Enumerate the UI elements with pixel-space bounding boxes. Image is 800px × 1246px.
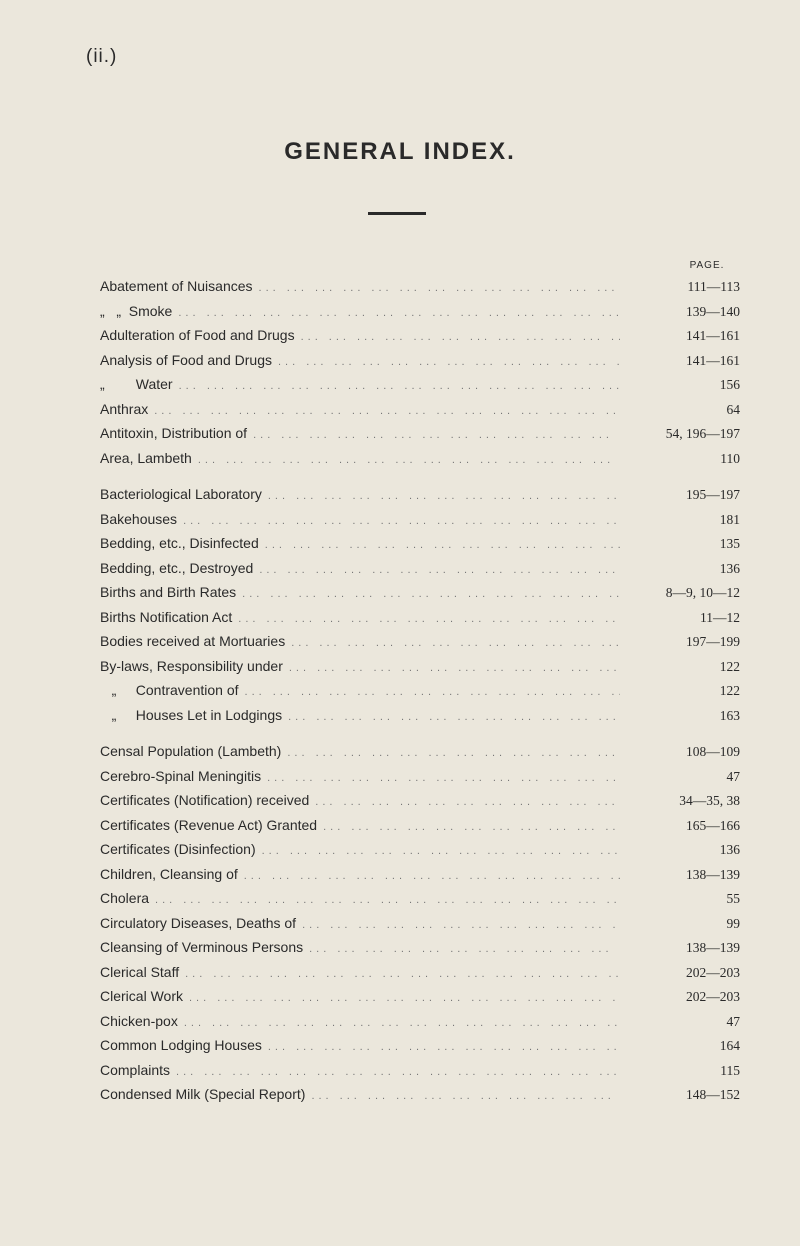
entry-page-ref: 138—139 [686, 940, 740, 955]
dot-leader [295, 325, 620, 350]
entry-page-ref: 163 [719, 707, 740, 723]
entry-label: Anthrax [100, 400, 149, 417]
dot-leader [172, 301, 620, 326]
entry-page-ref: 181 [719, 511, 740, 527]
index-entry [100, 482, 740, 507]
index-entry [100, 1009, 740, 1034]
entry-label: Condensed Milk (Special Report) [100, 1086, 306, 1102]
entry-label: Area, Lambeth [100, 449, 192, 466]
dot-leader [259, 533, 620, 558]
entry-page-ref: 8—9, 10—12 [665, 585, 740, 600]
entry-page-ref: 55 [726, 891, 740, 906]
entry-label: Bedding, etc., Disinfected [100, 535, 259, 551]
index-entry [100, 372, 740, 397]
dot-leader [296, 913, 620, 938]
index-entries [100, 274, 740, 1119]
entry-label: By-laws, Responsibility under [100, 657, 283, 674]
entry-page-ref: 136 [719, 842, 740, 857]
entry-page-ref: 110 [720, 450, 740, 466]
index-entry [100, 531, 740, 556]
entry-page-ref: 202—203 [686, 964, 740, 980]
index-entry [100, 299, 740, 324]
entry-page-ref: 141—161 [686, 328, 740, 343]
page-title: GENERAL INDEX. [284, 138, 516, 165]
entry-label: „ Contravention of [100, 682, 239, 698]
entry-page-ref: 115 [720, 1062, 740, 1078]
index-entry [100, 446, 740, 471]
entry-label: Bedding, etc., Destroyed [100, 559, 254, 576]
entry-page-ref: 138—139 [686, 866, 740, 882]
entry-page-ref: 148—152 [686, 1087, 740, 1102]
entry-page-ref: 141—161 [686, 352, 740, 368]
dot-leader [238, 864, 620, 889]
index-entry [100, 886, 740, 911]
entry-page-ref: 34—35, 38 [679, 793, 740, 808]
entry-label: Bacteriological Laboratory [100, 486, 262, 502]
entry-label: Bakehouses [100, 510, 178, 527]
entry-page-ref: 47 [726, 768, 740, 784]
dot-leader [282, 705, 620, 730]
dot-leader [317, 815, 620, 840]
index-entry [100, 935, 740, 960]
entry-label: Cerebro-Spinal Meningitis [100, 767, 262, 784]
dot-leader [272, 350, 620, 375]
entry-page-ref: 122 [719, 683, 740, 698]
index-entry [100, 813, 740, 838]
entry-page-ref: 165—166 [686, 817, 740, 833]
entry-label: Certificates (Disinfection) [100, 841, 256, 857]
dot-leader [192, 448, 620, 473]
index-entry [100, 421, 740, 446]
entry-label: „ „ Smoke [100, 302, 173, 319]
index-entry [100, 678, 740, 703]
entry-label: Cleansing of Verminous Persons [100, 939, 304, 955]
index-entry [100, 984, 740, 1009]
entry-page-ref: 156 [719, 377, 740, 392]
index-entry [100, 274, 740, 299]
entry-label: Censal Population (Lambeth) [100, 743, 282, 759]
entry-label: Births and Birth Rates [100, 584, 237, 600]
index-entry [100, 1033, 740, 1058]
dot-leader [253, 558, 620, 583]
dot-leader [281, 741, 620, 766]
entry-page-ref: 135 [719, 536, 740, 551]
entry-page-ref: 197—199 [686, 634, 740, 649]
entry-label: Common Lodging Houses [100, 1037, 262, 1053]
entry-page-ref: 122 [719, 658, 740, 674]
index-entry [100, 629, 740, 654]
dot-leader [285, 631, 620, 656]
index-entry [100, 960, 740, 985]
entry-label: Analysis of Food and Drugs [100, 351, 272, 368]
dot-leader [170, 1060, 620, 1085]
entry-page-ref: 139—140 [686, 303, 740, 319]
index-entry [100, 556, 740, 581]
entry-page-ref: 54, 196—197 [665, 426, 740, 441]
index-entry [100, 654, 740, 679]
index-entry [100, 580, 740, 605]
entry-page-ref: 111—113 [687, 279, 740, 294]
index-entry [100, 911, 740, 936]
entry-label: Bodies received at Mortuaries [100, 633, 286, 649]
entry-label: Births Notification Act [100, 608, 233, 625]
index-group [100, 274, 740, 470]
index-entry [100, 1082, 740, 1107]
entry-page-ref: 64 [726, 401, 740, 417]
entry-label: Children, Cleansing of [100, 865, 238, 882]
dot-leader [303, 937, 620, 962]
entry-page-ref: 108—109 [686, 744, 740, 759]
entry-label: Abatement of Nuisances [100, 278, 253, 294]
page-column-heading: PAGE. [689, 260, 725, 271]
index-entry [100, 605, 740, 630]
index-group [100, 482, 740, 727]
entry-page-ref: 195—197 [686, 487, 740, 502]
entry-page-ref: 136 [719, 560, 740, 576]
index-entry [100, 1058, 740, 1083]
dot-leader [256, 839, 620, 864]
index-entry [100, 348, 740, 373]
entry-label: Certificates (Revenue Act) Granted [100, 816, 318, 833]
entry-page-ref: 99 [726, 915, 740, 931]
entry-label: Adulteration of Food and Drugs [100, 327, 295, 343]
index-entry [100, 323, 740, 348]
dot-leader [309, 790, 620, 815]
dot-leader [148, 399, 620, 424]
dot-leader [305, 1084, 620, 1109]
index-entry [100, 764, 740, 789]
dot-leader [253, 276, 620, 301]
entry-label: Antitoxin, Distribution of [100, 425, 248, 441]
dot-leader [261, 766, 620, 791]
title-rule [368, 212, 426, 215]
entry-label: „ Houses Let in Lodgings [100, 706, 283, 723]
dot-leader [262, 1035, 620, 1060]
index-entry [100, 837, 740, 862]
index-entry [100, 507, 740, 532]
entry-label: Chicken-pox [100, 1012, 178, 1029]
entry-label: Clerical Staff [100, 963, 180, 980]
dot-leader [236, 582, 620, 607]
index-entry [100, 862, 740, 887]
index-entry [100, 703, 740, 728]
entry-label: „ Water [100, 376, 173, 392]
dot-leader [173, 374, 620, 399]
dot-leader [262, 484, 620, 509]
entry-label: Clerical Work [100, 988, 183, 1004]
index-group [100, 739, 740, 1107]
dot-leader [247, 423, 620, 448]
entry-page-ref: 202—203 [686, 989, 740, 1004]
entry-page-ref: 47 [726, 1013, 740, 1029]
index-entry [100, 397, 740, 422]
entry-page-ref: 164 [719, 1038, 740, 1053]
dot-leader [178, 1011, 620, 1036]
page-number: (ii.) [86, 46, 118, 67]
dot-leader [149, 888, 620, 913]
index-entry [100, 739, 740, 764]
dot-leader [239, 680, 620, 705]
index-entry [100, 788, 740, 813]
dot-leader [177, 509, 620, 534]
entry-page-ref: 11—12 [700, 609, 740, 625]
dot-leader [183, 986, 620, 1011]
dot-leader [232, 607, 620, 632]
dot-leader [283, 656, 620, 681]
entry-label: Complaints [100, 1061, 171, 1078]
entry-label: Circulatory Diseases, Deaths of [100, 914, 297, 931]
entry-label: Certificates (Notification) received [100, 792, 310, 808]
entry-label: Cholera [100, 890, 150, 906]
dot-leader [179, 962, 620, 987]
